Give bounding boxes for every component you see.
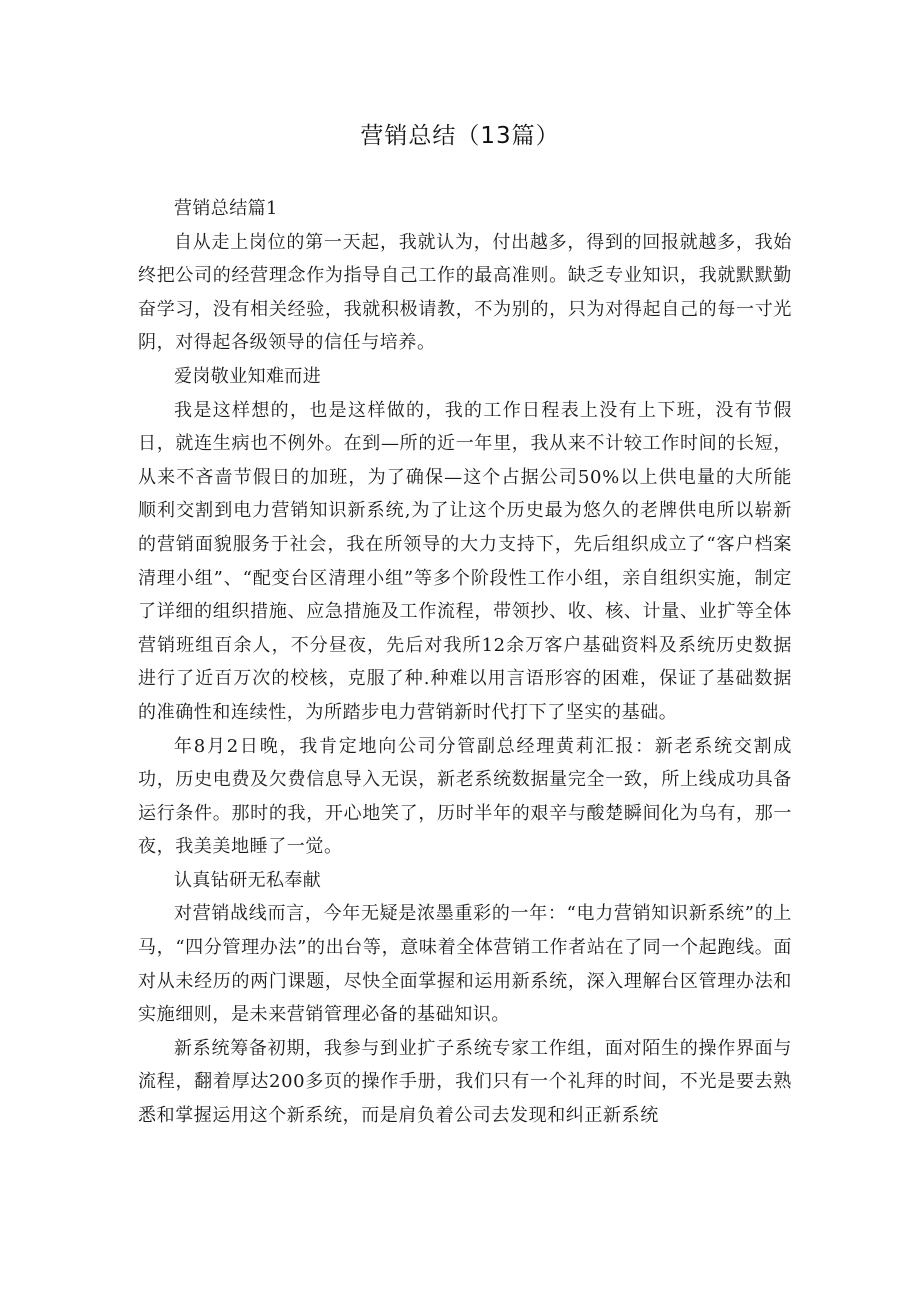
document-body bbox=[138, 192, 792, 1133]
section-heading: 认真钻研无私奉献 bbox=[174, 869, 322, 891]
paragraph: 新系统筹备初期，我参与到业扩子系统专家工作组，面对陌生的操作界面与流程，翻着厚达200多页的操作手册，我们只有一个礼拜的时间，不光是要去熟悉和掌握运用这个新系统，而是肩负着公司去发现和纠正新系统 bbox=[138, 1037, 792, 1127]
paragraph: 自从走上岗位的第一天起，我就认为，付出越多，得到的回报就越多，我始终把公司的经营理念作为指导自己工作的最高准则。缺乏专业知识，我就默默勤奋学习，没有相关经验，我就积极请教，不为别的，只为对得起自己的每一寸光阴，对得起各级领导的信任与培养。 bbox=[138, 231, 792, 354]
document-title: 营销总结（13篇） bbox=[360, 123, 560, 149]
section-heading: 营销总结篇1 bbox=[174, 198, 278, 219]
paragraph: 对营销战线而言，今年无疑是浓墨重彩的一年：“电力营销知识新系统”的上马，“四分管理办法”的出台等，意味着全体营销工作者站在了同一个起跑线。面对从未经历的两门课题，尽快全面掌握和运用新系统，深入理解台区管理办法和实施细则，是未来营销管理必备的基础知识。 bbox=[138, 903, 792, 1026]
section-heading: 爱岗敬业知难而进 bbox=[174, 365, 322, 387]
paragraph: 我是这样想的，也是这样做的，我的工作日程表上没有上下班，没有节假日，就连生病也不例外。在到—所的近一年里，我从来不计较工作时间的长短，从来不吝啬节假日的加班，为了确保—这个占据公司50%以上供电量的大所能顺利交割到电力营销知识新系统,为了让这个历史最为悠久的老牌供电所以崭新的营销面貌服务于社会，我在所领导的大力支持下，先后组织成立了“客户档案清理小组”、“配变台区清理小组”等多个阶段性工作小组，亲自组织实施，制定了详细的组织措施、应急措施及工作流程，带领抄、收、核、计量、业扩等全体营销班组百余人，不分昼夜，先后对我所12余万客户基础资料及系统历史数据进行了近百万次的校核，克服了种.种难以用言语形容的困难，保证了基础数据的准确性和连续性，为所踏步电力营销新时代打下了坚实的基础。 bbox=[138, 399, 792, 723]
paragraph: 年8月2日晚，我肯定地向公司分管副总经理黄莉汇报：新老系统交割成功，历史电费及欠费信息导入无误，新老系统数据量完全一致，所上线成功具备运行条件。那时的我，开心地笑了，历时半年的艰辛与酸楚瞬间化为乌有，那一夜，我美美地睡了一觉。 bbox=[138, 735, 792, 858]
